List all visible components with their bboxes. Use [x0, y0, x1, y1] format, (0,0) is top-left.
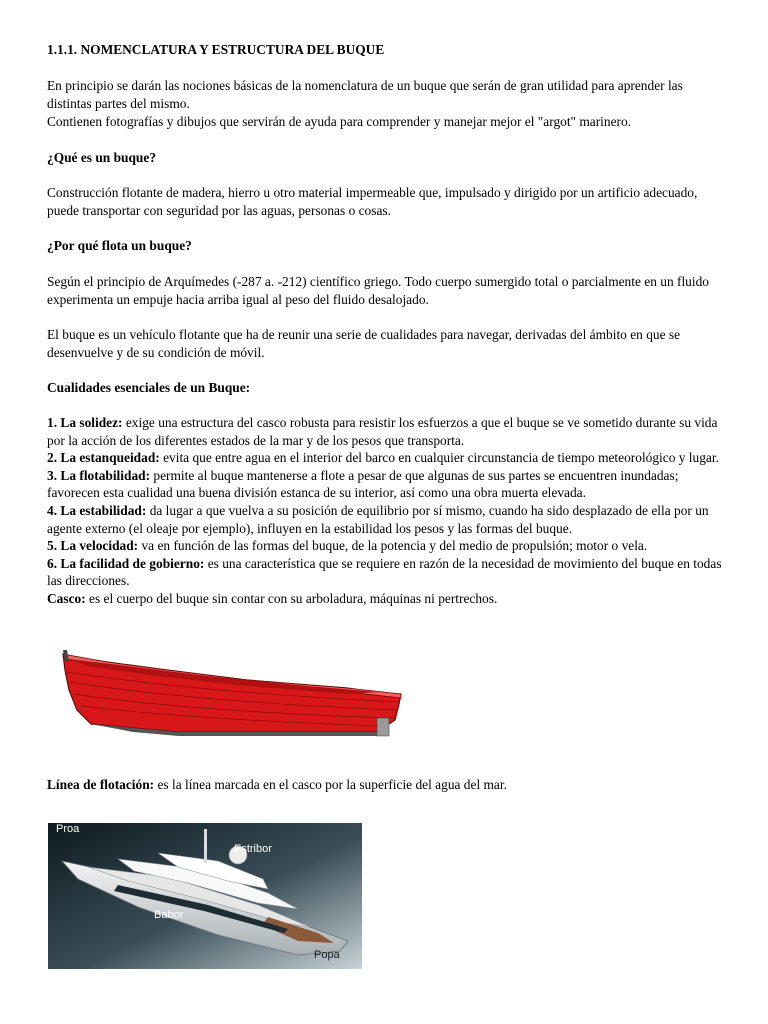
- label-babor: Babor: [154, 909, 184, 921]
- qualities-list: [47, 414, 727, 608]
- quality-text: va en función de las formas del buque, de la potencia y del medio de propulsión; motor o vela.: [138, 538, 648, 554]
- label-popa: Popa: [314, 949, 340, 961]
- intro-paragraph-2: Contienen fotografías y dibujos que servirán de ayuda para comprender y manejar mejor el "argot" marinero.: [47, 114, 632, 129]
- quality-text: exige una estructura del casco robusta para resistir los esfuerzos a que el buque se ve sometido durante su vida por la acción de los diferentes estados de la mar y de los pesos que transporta.: [47, 415, 718, 448]
- quality-item: [47, 555, 727, 590]
- heading-que-es: ¿Qué es un buque?: [47, 150, 157, 165]
- paragraph-que-es: Construcción flotante de madera, hierro u otro material impermeable que, impulsado y dirigido por un artificio adecuado, puede transportar con seguridad por las aguas, personas o cosas.: [47, 185, 698, 218]
- section-title: 1.1.1. NOMENCLATURA Y ESTRUCTURA DEL BUQUE: [47, 42, 385, 57]
- quality-text: es el cuerpo del buque sin contar con su arboladura, máquinas ni pertrechos.: [85, 590, 498, 606]
- quality-text: evita que entre agua en el interior del barco en cualquier circunstancia de tiempo meteorológico y lugar.: [159, 450, 719, 466]
- quality-label: 4. La estabilidad:: [47, 502, 147, 518]
- quality-text: da lugar a que vuelva a su posición de equilibrio por sí mismo, cuando ha sido desplazado de ella por un agente externo (el oleaje por ejemplo), influyen en la estabilidad los pesos y las formas del buque.: [47, 502, 709, 536]
- paragraph-vehiculo: El buque es un vehículo flotante que ha de reunir una serie de cualidades para navegar, derivadas del ámbito en que se desenvuelve y de su condición de móvil.: [47, 327, 681, 360]
- intro-paragraph-1: En principio se darán las nociones básicas de la nomenclatura de un buque que serán de gran utilidad para aprender las distintas partes del mismo.: [47, 78, 683, 111]
- label-estribor: Estribor: [234, 843, 272, 855]
- yacht-photo: [48, 823, 362, 969]
- flotacion-text: es la línea marcada en el casco por la superficie del agua del mar.: [154, 777, 507, 792]
- hull-illustration: [47, 632, 415, 756]
- paragraph-flotacion: [47, 776, 727, 794]
- label-proa: Proa: [56, 823, 80, 835]
- quality-label: 1. La solidez:: [47, 415, 123, 430]
- quality-text: es una característica que se requiere en razón de la necesidad de movimiento del buque en todas las direcciones.: [47, 555, 722, 589]
- quality-label: 5. La velocidad:: [47, 538, 139, 554]
- quality-item: [47, 414, 727, 449]
- quality-text: permite al buque mantenerse a flote a pesar de que algunas de sus partes se encuentren inundadas; favorecen esta cualidad una buena división estanca de su interior, así como una obra muerta elevada.: [47, 467, 679, 501]
- heading-cualidades: Cualidades esenciales de un Buque:: [47, 380, 251, 395]
- paragraph-arquimedes: Según el principio de Arquímedes (-287 a. -212) científico griego. Todo cuerpo sumergido total o parcialmente en un fluido experimenta un empuje hacia arriba igual al peso del fluido desalojado.: [47, 274, 709, 307]
- quality-item: [47, 537, 727, 555]
- quality-item: [47, 590, 727, 608]
- heading-por-que-flota: ¿Por qué flota un buque?: [47, 238, 192, 253]
- quality-label: Casco:: [47, 590, 86, 606]
- quality-label: 3. La flotabilidad:: [47, 467, 151, 483]
- quality-item: [47, 502, 727, 537]
- quality-label: 6. La facilidad de gobierno:: [47, 555, 205, 571]
- quality-label: 2. La estanqueidad:: [47, 450, 160, 466]
- quality-item: [47, 467, 727, 502]
- quality-item: [47, 449, 727, 467]
- flotacion-label: Línea de flotación:: [47, 777, 155, 792]
